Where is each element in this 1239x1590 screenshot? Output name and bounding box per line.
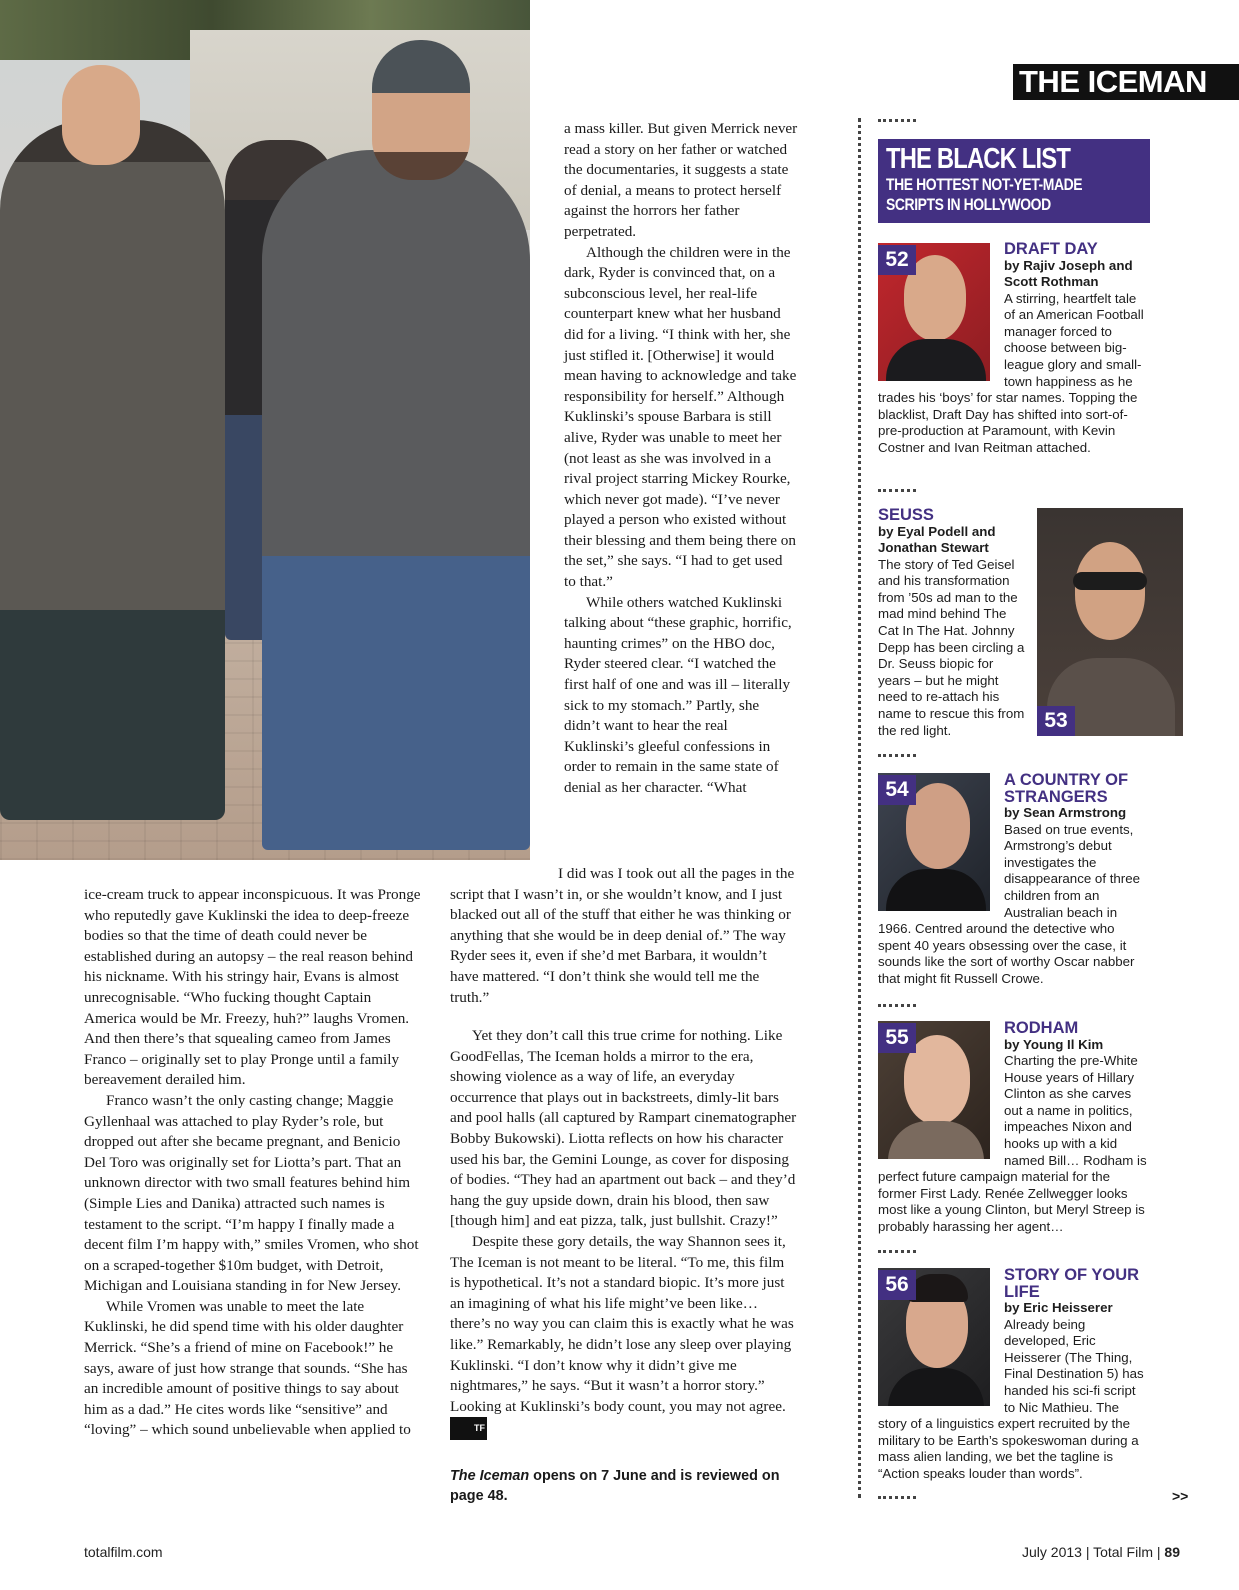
sidebar-divider [858,118,861,1498]
blacklist-entry: RODHAM by Young Il Kim Charting the pre-White House years of Hillary Clinton as she carves out a name in politics, impeaches Nixon and hooks up with a kid named Bill… Rodham is perfect future campaign material for the former First Lady. Renée Zellwegger looks most like a young Clinton, but Meryl Streep is probably harassing her agent… [878,1019,1147,1235]
article-column-top-right [564,119,798,799]
rank-badge: 54 [878,775,916,805]
article-paragraph: Yet they don’t call this true crime for nothing. Like GoodFellas, The Iceman holds a mirror to the era, showing violence as a way of life, an everyday occurrence that plays out in backstreets, dimly-lit bars and pool halls (all captured by Rampart cinematographer Bobby Bukowski). Liotta reflects on how his character used his bar, the Gemini Lounge, as cover for disposing of bodies. “They had an apartment out back – and they’d hang the guy upside down, drain his blood, then saw [though him] and eat pizza, talk, just bullshit. Crazy!” [450,1027,797,1230]
continue-arrows-icon: >> [1172,1488,1189,1504]
article-paragraph: I did was I took out all the pages in the script that I wasn’t in, or she wouldn’t know, and I just blacked out all of the stuff that either he was thinking or anything that she would be in deep denial of.” The way Ryder sees it, even if she’d met Barbara, it wouldn’t have mattered. “I don’t think she would tell me the truth.” [450,865,795,1006]
actor-figure-left [0,120,225,820]
rank-badge: 55 [878,1023,916,1053]
article-paragraph: Despite these gory details, the way Shannon sees it, The Iceman is not meant to be literal. “To me, this film is hypothetical. It’s not a standard biopic. It’s more just an imagining of what his life might’ve been like… there’s no way you can claim this is exactly what he was like.” Remarkably, he didn’t lose any sleep over playing Kuklinski. “I don’t know why it didn’t give me nightmares,” he says. “But it wasn’t a horror story.” Looking at Kuklinski’s body count, you may not agree. TF [450,1232,798,1440]
footer-site: totalfilm.com [84,1544,163,1560]
article-paragraph: Franco wasn’t the only casting change; Maggie Gyllenhaal was attached to play Ryder’s role, but dropped out after she became pregnant, and Benicio Del Toro was originally set for Liotta’s part. That an unknown director with two small features behind him (Simple Lies and Danika) attracted such names is testament to the script. “I’m happy I finally made a decent film I’m happy with,” smiles Vromen, who shot on a scraped-together $10m budget, with Detroit, Michigan and Louisiana standing in for New Jersey. [84,1091,419,1295]
blacklist-entry: SEUSS by Eyal Podell and Jonathan Stewart The story of Ted Geisel and his transformation from ’50s ad man to the mad mind behind The Cat In The Hat. Johnny Depp has been circling a Dr. Seuss biopic for years – but he might need to re-attach his name to rescue this from the red light. [878,506,1025,738]
blacklist-entry: A COUNTRY OF STRANGERS by Sean Armstrong Based on true events, Armstrong’s debut investigates the disappearance of three children from an Australian beach in 1966. Centred around the detective who spent 40 years obsessing over the case, it sounds like the sort of worthy Oscar nabber that might fit Russell Crowe. [878,771,1141,986]
article-paragraph: a mass killer. But given Merrick never read a story on her father or watched the documentaries, it suggests a state of denial, a means to protect herself against the horrors her father perpetrated. [564,120,798,240]
article-paragraph: Although the children were in the dark, Ryder is convinced that, on a subconscious level, her real-life counterpart knew what her husband did for a living. “I think with her, she just stifled it. [Otherwise] it would mean having to acknowledge and take responsibility for herself.” Although Kuklinski’s spouse Barbara is still alive, Ryder was unable to meet her (not least as she was involved in a rival project starring Mickey Rourke, which never got made). “I’ve never played a person who existed without their blessing and them being there on the set,” she says. “I had to get used to that.” [564,243,797,591]
article-column-left [84,885,424,1441]
article-paragraph: While others watched Kuklinski talking about “these graphic, horrific, haunting crimes” on the HBO doc, Ryder steered clear. “I watched the first half of one and was ill – literally sick to my stomach.” Partly, she didn’t want to hear the real Kuklinski’s gleeful confessions in order to remain in the same state of denial as her character. “What [564,593,792,796]
end-mark-icon: TF [450,1417,487,1440]
section-header: THE ICEMAN [1013,64,1239,100]
article-column-mid-continuation [450,864,798,1008]
rank-badge: 56 [878,1270,916,1300]
blacklist-entry: STORY OF YOUR LIFE by Eric Heisserer Already being developed, Eric Heisserer (The Thing, Final Destination 5) has handed his sci-fi script to Nic Mathieu. The story of a linguistics expert recruited by the military to be Earth’s spokeswoman during a mass alien landing, we bet the tagline is “Action speaks louder than words”. [878,1266,1144,1481]
footer-issue: July 2013 | Total Film | 89 [1022,1544,1180,1560]
actor-figure-right [262,150,530,850]
article-column-right [450,1026,798,1440]
seuss-photo [1037,508,1183,736]
page-number: 89 [1164,1544,1180,1560]
blacklist-entry: DRAFT DAY by Rajiv Joseph and Scott Rothman A stirring, heartfelt tale of an American Football manager forced to choose between big-league glory and small-town happiness as he trades his ‘boys’ for star names. Topping the blacklist, Draft Day has shifted into sort-of-pre-production at Paramount, with Kevin Costner and Ivan Reitman attached. [878,240,1144,456]
article-paragraph: While Vromen was unable to meet the late Kuklinski, he did spend time with his older daughter Merrick. “She’s a friend of mine on Facebook!” he says, aware of just how strange that sounds. “She has an incredible amount of positive things to say about him as a dad.” He cites words like “sensitive” and “loving” – which sound unbelievable when applied to [84,1297,411,1439]
rank-badge: 53 [1037,706,1075,736]
article-photo [0,0,530,860]
article-paragraph: ice-cream truck to appear inconspicuous. It was Pronge who reputedly gave Kuklinski the idea to deep-freeze bodies so that the time of death could never be established during an autopsy – the real reason behind his nickname. With his stringy hair, Evans is almost unrecognisable. “Who fucking thought Captain America would be Mr. Freezy, huh?” laughs Vromen. And then there’s that squealing cameo from James Franco – originally set to play Pronge until a family bereavement derailed him. [84,886,421,1089]
rank-badge: 52 [878,245,916,275]
release-note: The Iceman opens on 7 June and is reviewed on page 48. [450,1468,780,1504]
blacklist-banner: THE BLACK LIST THE HOTTEST NOT-YET-MADE SCRIPTS IN HOLLYWOOD [878,139,1150,223]
